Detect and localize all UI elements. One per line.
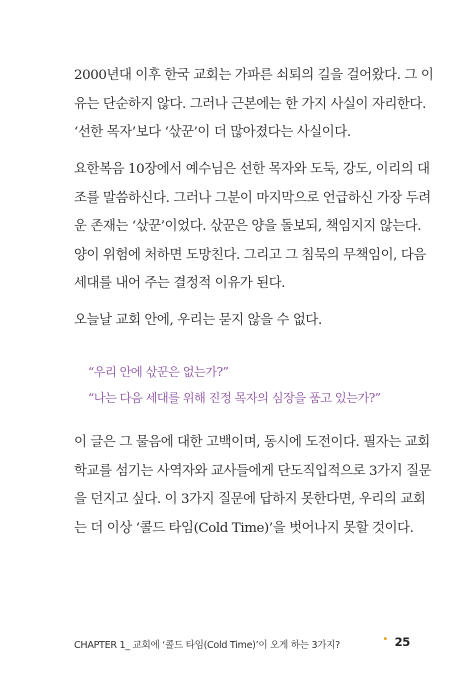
text-line: 양이 위험에 처하면 도망친다. 그리고 그 침묵의 무책임이, 다음 (74, 247, 426, 263)
text-line: 2000년대 이후 한국 교회는 가파른 쇠퇴의 길을 걸어왔다. 그 이 (74, 68, 434, 83)
quote-block (88, 359, 428, 411)
text-line: 을 던지고 싶다. 이 3가지 질문에 답하지 못한다면, 우리의 교회 (74, 492, 426, 507)
paragraph-2 (74, 156, 431, 299)
bullet-dot-icon: • (382, 634, 388, 645)
text-line: 오늘날 교회 안에, 우리는 묻지 않을 수 없다. (74, 313, 322, 328)
text-line: 학교를 섬기는 사역자와 교사들에게 단도직입적으로 3가지 질문 (74, 463, 432, 479)
running-footer-chapter: CHAPTER 1_ 교회에 ‘콜드 타임(Cold Time)’이 오게 하는 3가지? (74, 640, 340, 651)
text-line: 조를 말씀하신다. 그러나 그분이 마지막으로 언급하신 가장 두려 (74, 190, 431, 206)
paragraph-4 (74, 429, 432, 543)
page-footer (74, 634, 410, 652)
paragraph-3 (74, 307, 420, 336)
text-line: 는 더 이상 ‘콜드 타임(Cold Time)’을 벗어나지 못할 것이다. (74, 520, 414, 536)
quote-line: “우리 안에 삯꾼은 없는가?” (88, 365, 229, 379)
text-line: 운 존재는 ‘삯꾼’이었다. 삯꾼은 양을 돌보되, 책임지지 않는다. (74, 219, 422, 234)
text-line: 요한복음 10장에서 예수님은 선한 목자와 도둑, 강도, 이리의 대 (74, 162, 430, 177)
text-line: 유는 단순하지 않다. 그러나 근본에는 한 가지 사실이 자리한다. (74, 96, 426, 112)
page-number: 25 (394, 635, 410, 649)
quote-line: “나는 다음 세대를 위해 진정 목자의 심장을 품고 있는가?” (88, 391, 381, 405)
text-line: ‘선한 목자’보다 ‘삯꾼’이 더 많아졌다는 사실이다. (74, 125, 351, 140)
text-line: 이 글은 그 물음에 대한 고백이며, 동시에 도전이다. 필자는 교회 (74, 435, 430, 450)
paragraph-1 (74, 62, 434, 148)
text-line: 세대를 내어 주는 결정적 이유가 된다. (74, 276, 286, 291)
